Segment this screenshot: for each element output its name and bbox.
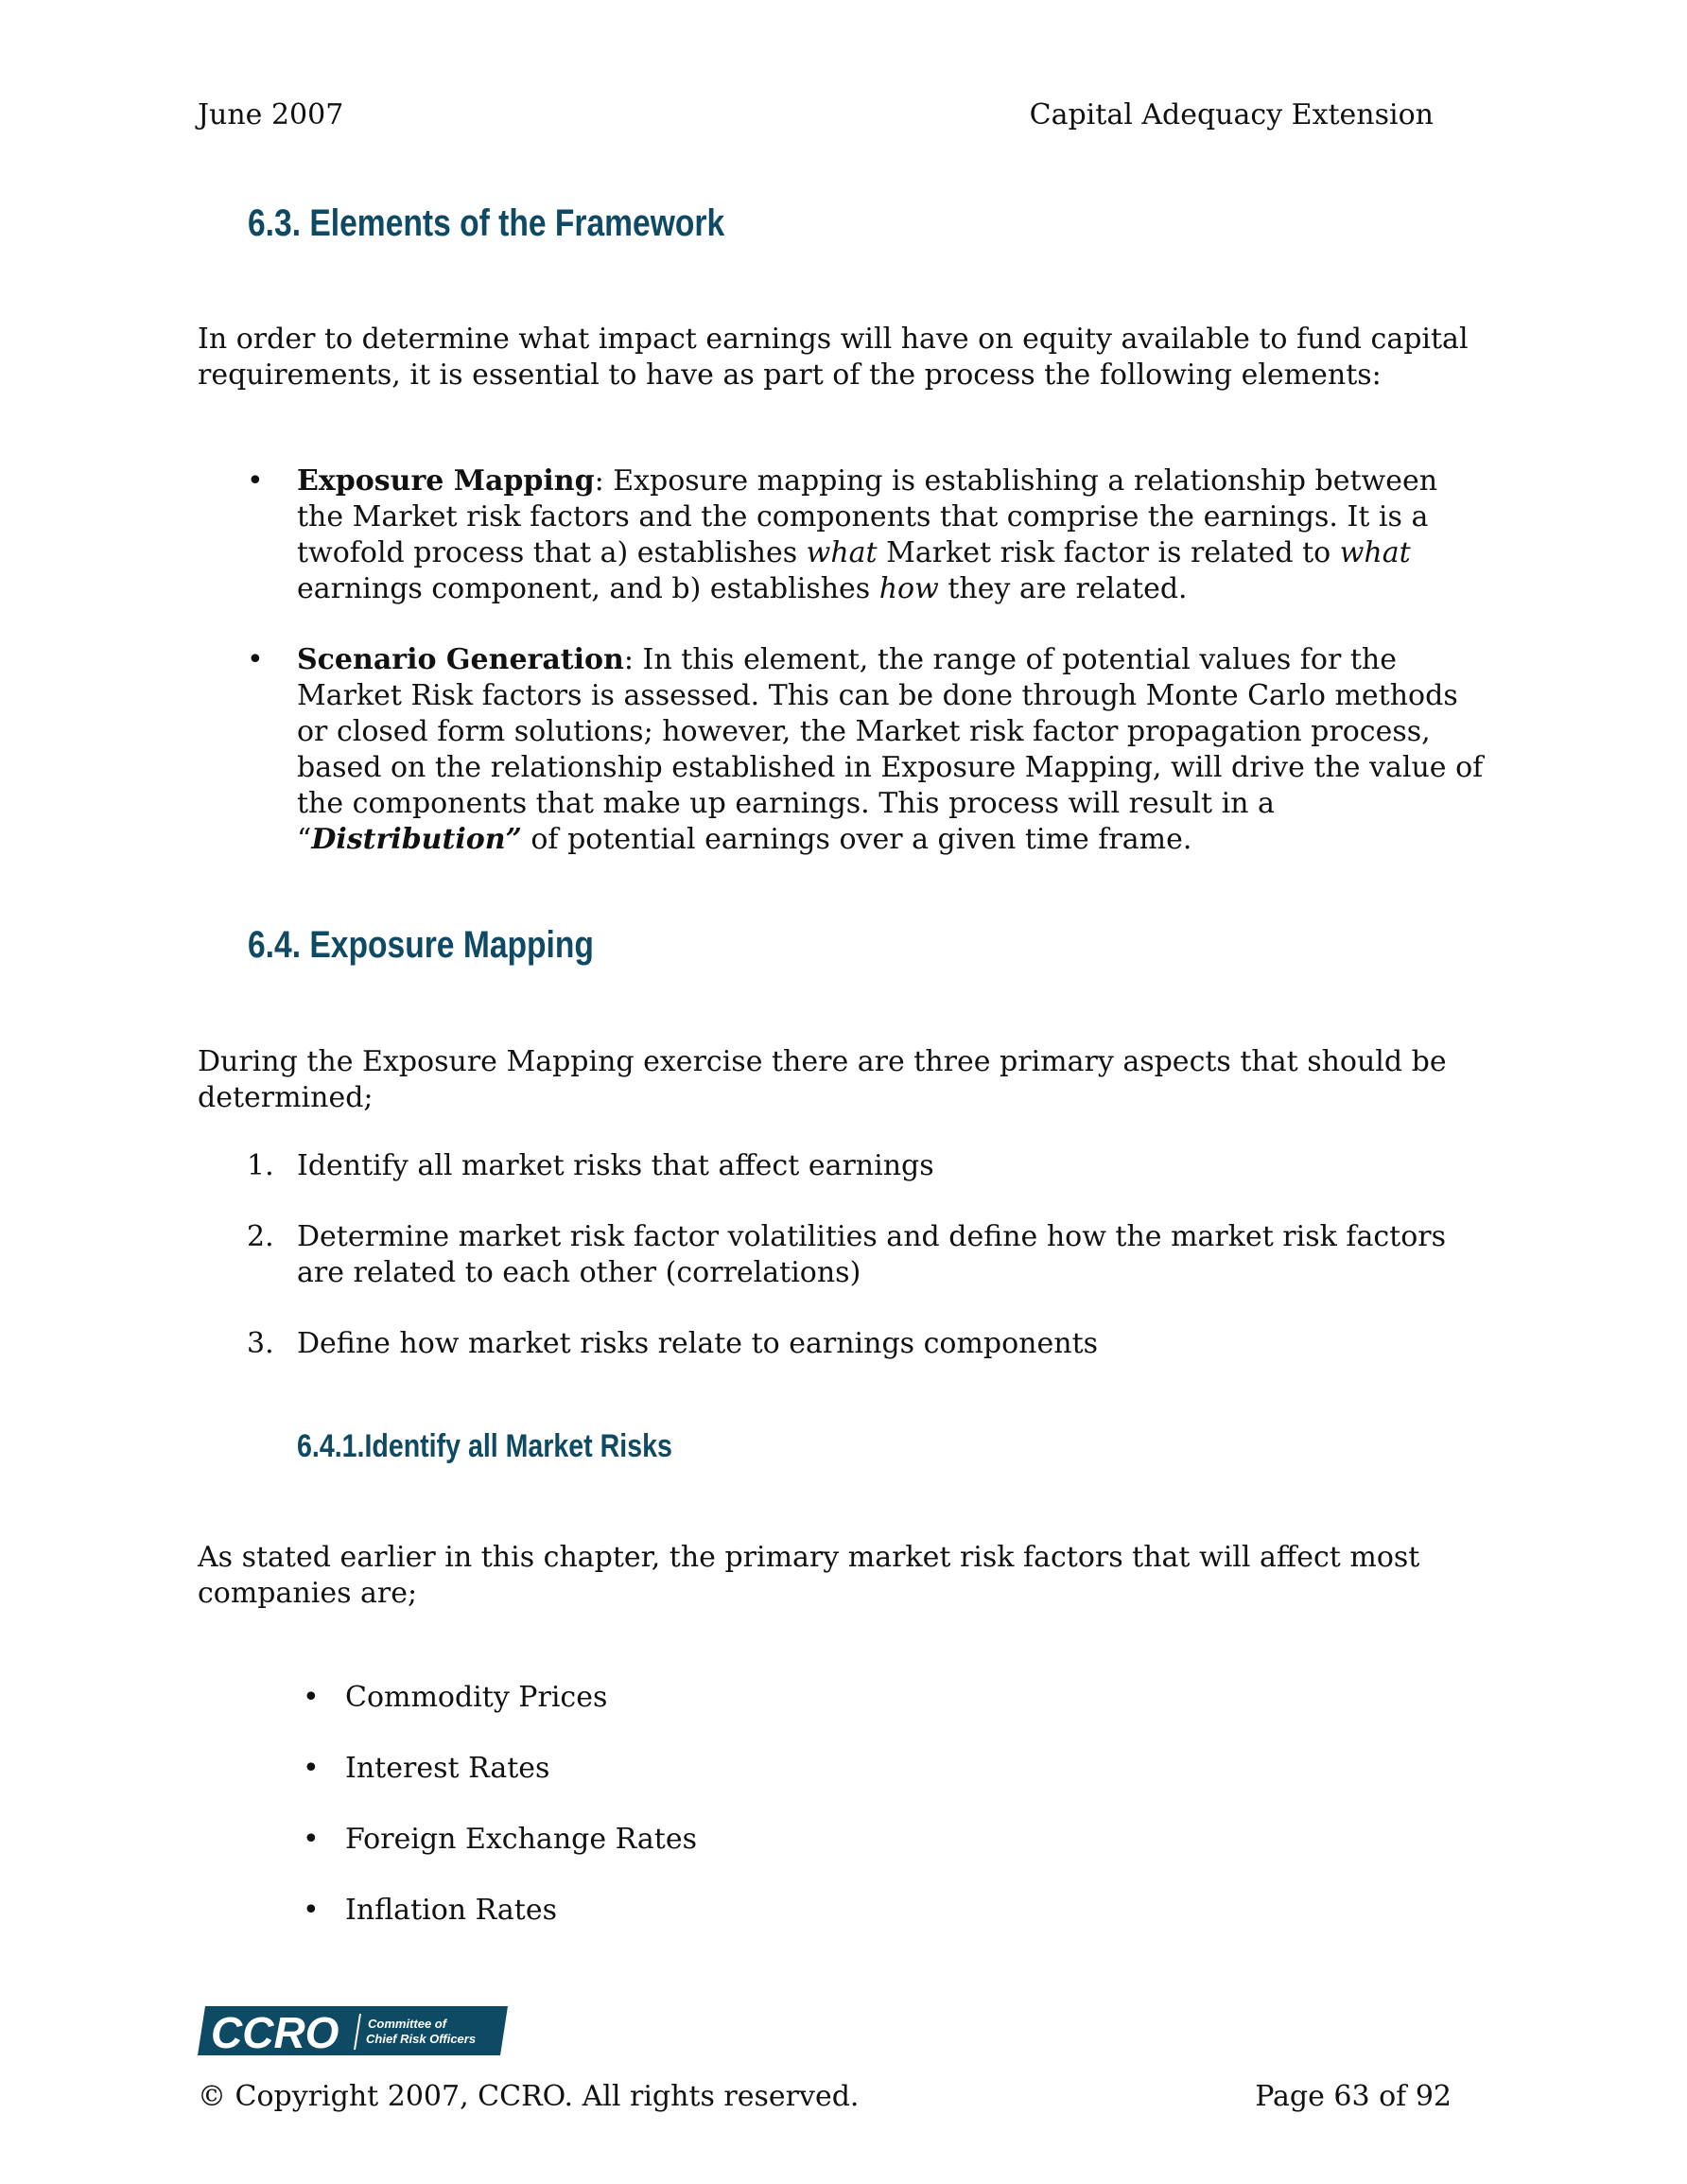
item-emphasis: what	[1339, 536, 1411, 569]
item-text: earnings component, and b) establishes	[297, 572, 879, 605]
list-item-step-2	[198, 1219, 1484, 1291]
logo-line-2: Chief Risk Officers	[366, 2032, 477, 2046]
item-text: : In this element, the range of potential values for the Market Risk factors is assessed. This can be done through Monte Carlo methods or closed form solutions; however, the Market risk factor propagation process, based on the relationship established in Exposure Mapping, will drive the value of the components that make up earnings. This process will result in a “	[297, 643, 1484, 856]
item-text: they are related.	[938, 572, 1188, 605]
footer-page-number: Page 63 of 92	[1255, 2080, 1452, 2113]
section-6-3-intro: In order to determine what impact earnings will have on equity available to fund capital requirements, it is essential to have as part of the process the following elements:	[198, 323, 1469, 392]
market-risks-list	[303, 1680, 697, 1964]
risk-item: • Commodity Prices	[303, 1680, 697, 1716]
logo-mark: CCRO	[211, 2008, 339, 2057]
section-heading-6-4-1: 6.4.1.Identify all Market Risks	[297, 1428, 672, 1464]
list-item-scenario-generation	[198, 642, 1484, 858]
footer-copyright: © Copyright 2007, CCRO. All rights reserved.	[198, 2080, 860, 2113]
logo-line-1: Committee of	[368, 2017, 447, 2031]
header-title: Capital Adequacy Extension	[1029, 98, 1434, 131]
risk-item: • Interest Rates	[303, 1751, 697, 1787]
section-6-4-intro: During the Exposure Mapping exercise there are three primary aspects that should be determined;	[198, 1045, 1447, 1114]
section-heading-6-4: 6.4. Exposure Mapping	[248, 924, 594, 966]
step-text: Identify all market risks that affect earnings	[297, 1149, 934, 1182]
step-text: Determine market risk factor volatilities and define how the market risk factors are related to each other (correlations)	[297, 1220, 1446, 1289]
item-text: of potential earnings over a given time frame.	[521, 823, 1192, 856]
item-emphasis: Distribution”	[311, 823, 522, 856]
item-text: Market risk factor is related to	[877, 536, 1340, 569]
term-exposure-mapping: Exposure Mapping	[297, 464, 595, 498]
term-scenario-generation: Scenario Generation	[297, 643, 624, 676]
step-text: Define how market risks relate to earnings components	[297, 1327, 1099, 1360]
framework-elements-list	[198, 463, 1484, 893]
exposure-mapping-steps	[198, 1148, 1484, 1397]
item-emphasis: what	[806, 536, 878, 569]
section-6-4-1-intro: As stated earlier in this chapter, the primary market risk factors that will affect most companies are;	[198, 1541, 1420, 1610]
step-number: 3.	[247, 1327, 274, 1360]
list-item-step-1	[198, 1148, 1484, 1184]
item-emphasis: how	[878, 572, 939, 605]
header-date: June 2007	[198, 98, 344, 131]
list-item-exposure-mapping	[198, 463, 1484, 607]
item-text: : Exposure mapping is establishing a relationship between the Market risk factors and the components that comprise the earnings. It is a twofold process that a) establishes	[297, 464, 1438, 569]
section-heading-6-3: 6.3. Elements of the Framework	[248, 202, 725, 244]
risk-item: • Foreign Exchange Rates	[303, 1822, 697, 1858]
step-number: 2.	[247, 1220, 274, 1253]
step-number: 1.	[247, 1149, 274, 1182]
risk-item: • Inflation Rates	[303, 1893, 697, 1929]
ccro-logo	[198, 2004, 510, 2057]
list-item-step-3	[198, 1326, 1484, 1362]
